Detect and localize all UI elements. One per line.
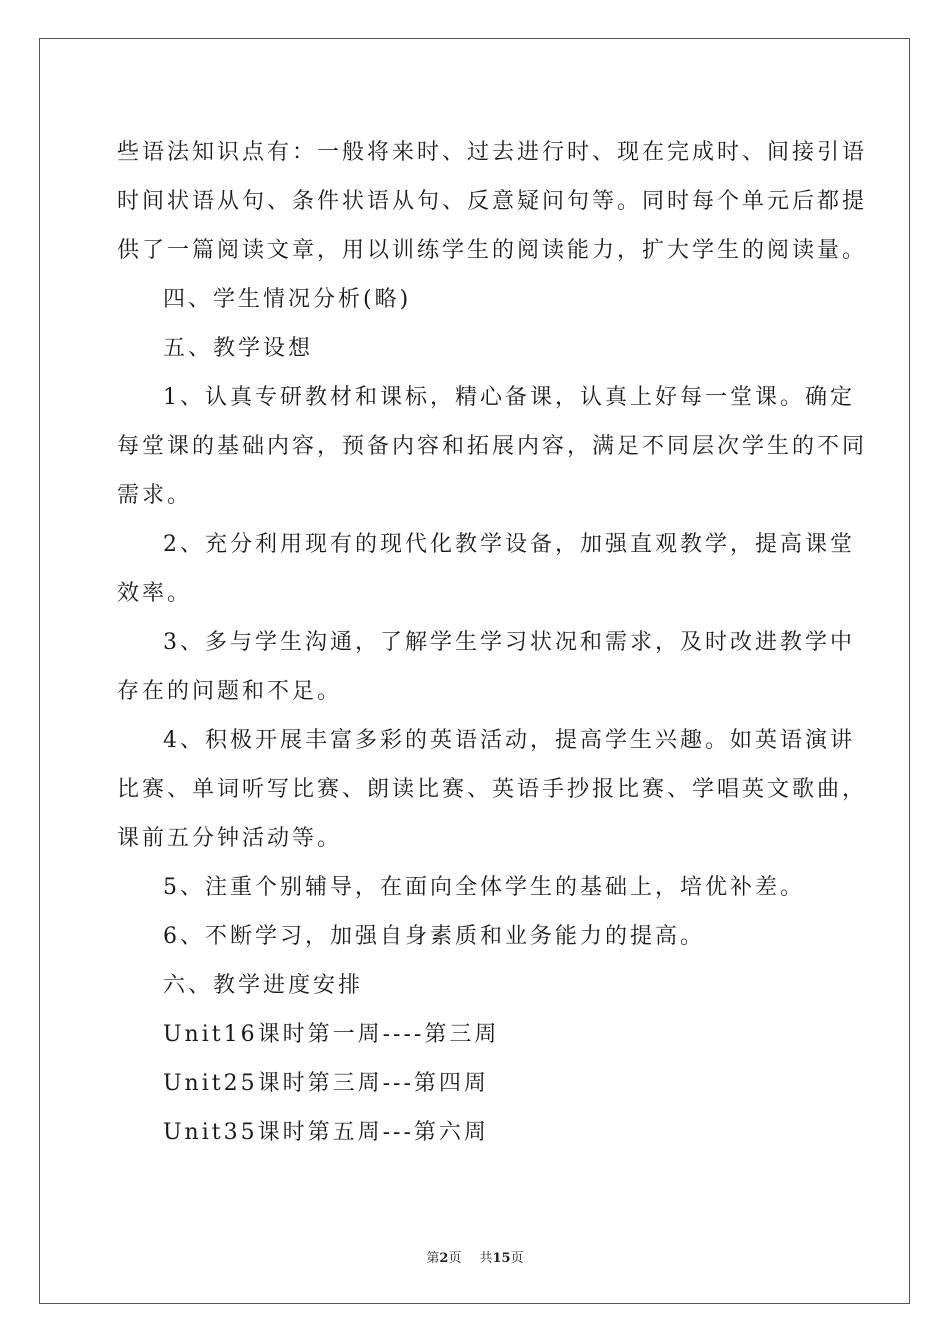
- text-line: 4、积极开展丰富多彩的英语活动，提高学生兴趣。如英语演讲: [163, 728, 855, 753]
- text-line: 需求。: [117, 483, 193, 508]
- footer-total-prefix: 共: [479, 1251, 493, 1266]
- text-line: 六、教学进度安排: [163, 973, 364, 998]
- text-line: 四、学生情况分析(略): [163, 287, 412, 312]
- text-line: 五、教学设想: [163, 336, 314, 361]
- text-line: Unit35课时第五周---第六周: [163, 1120, 489, 1145]
- footer-total-pages: 15: [492, 1251, 511, 1266]
- footer-page-number: 2: [439, 1251, 449, 1266]
- text-line: 每堂课的基础内容，预备内容和拓展内容，满足不同层次学生的不同: [117, 434, 868, 459]
- text-line: 供了一篇阅读文章，用以训练学生的阅读能力，扩大学生的阅读量。: [117, 238, 868, 263]
- text-line: 3、多与学生沟通，了解学生学习状况和需求，及时改进教学中: [163, 630, 855, 655]
- text-line: 存在的问题和不足。: [117, 679, 343, 704]
- text-line: 时间状语从句、条件状语从句、反意疑问句等。同时每个单元后都提: [117, 189, 868, 214]
- text-line: 比赛、单词听写比赛、朗读比赛、英语手抄报比赛、学唱英文歌曲，: [117, 777, 868, 802]
- text-line: 课前五分钟活动等。: [117, 826, 343, 851]
- text-line: 1、认真专研教材和课标，精心备课，认真上好每一堂课。确定: [163, 385, 855, 410]
- text-line: 2、充分利用现有的现代化教学设备，加强直观教学，提高课堂: [163, 532, 855, 557]
- footer-page-prefix: 第: [426, 1251, 440, 1266]
- text-line: 效率。: [117, 581, 193, 606]
- text-line: Unit25课时第三周---第四周: [163, 1071, 489, 1096]
- footer-total-suffix: 页: [510, 1251, 524, 1266]
- text-line: 些语法知识点有：一般将来时、过去进行时、现在完成时、间接引语: [117, 140, 868, 165]
- page-footer: [0, 1247, 950, 1266]
- text-line: 5、注重个别辅导，在面向全体学生的基础上，培优补差。: [163, 875, 805, 900]
- footer-page-suffix: 页: [448, 1251, 462, 1266]
- document-body: [117, 128, 868, 1157]
- text-line: 6、不断学习，加强自身素质和业务能力的提高。: [163, 924, 705, 949]
- text-line: Unit16课时第一周----第三周: [163, 1022, 500, 1047]
